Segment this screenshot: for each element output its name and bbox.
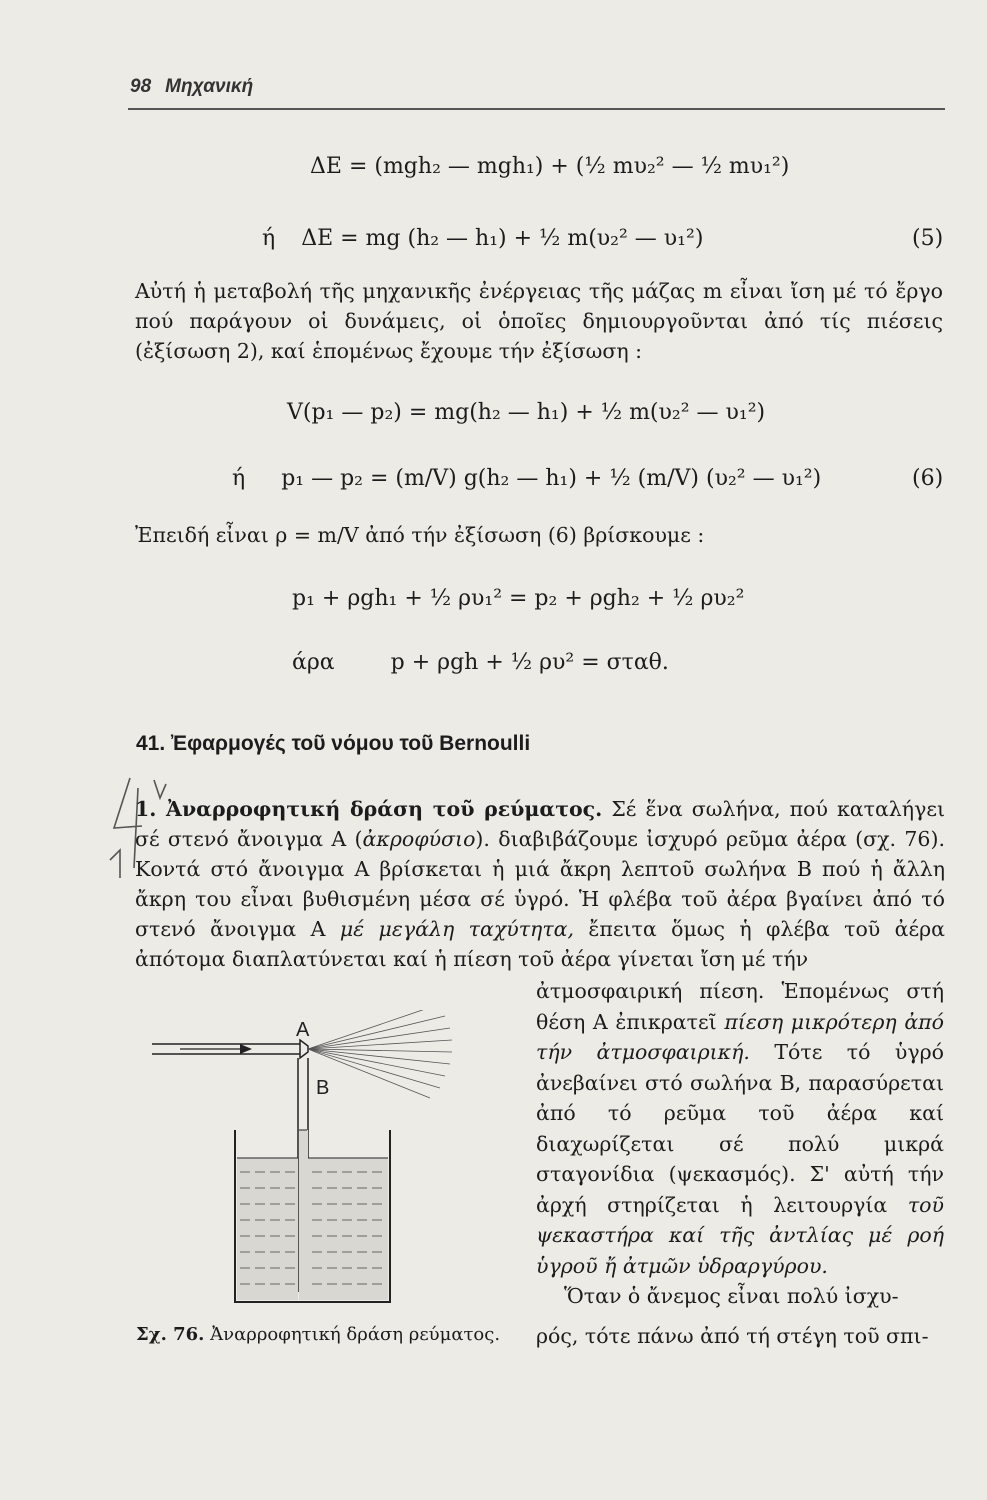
paragraph-density: Ἐπειδή εἶναι ρ = m/V ἀπό τήν ἐξίσωση (6) βρίσκουμε : <box>135 523 705 547</box>
equation-pressure-work: V(p₁ — p₂) = mg(h₂ — h₁) + ½ m(υ₂² — υ₁²) <box>287 400 766 425</box>
subsection-text-a: Σέ ἕνα σωλήνα, πού καταλήγει σέ στενό ἄνοιγμα Α ( <box>135 797 945 851</box>
subsection-heading: 1. Ἀναρροφητική δράση τοῦ ρεύματος. <box>135 797 603 821</box>
equation-bernoulli-two-points: p₁ + ρgh₁ + ½ ρυ₁² = p₂ + ρgh₂ + ½ ρυ₂² <box>292 586 745 611</box>
emphasis-high-speed: μέ μεγάλη ταχύτητα, <box>339 917 575 941</box>
equation-6-line <box>232 464 821 494</box>
figure-label-a: A <box>296 1019 310 1041</box>
or-word: ή <box>232 466 246 491</box>
equation-6: p₁ — p₂ = (m/V) g(h₂ — h₁) + ½ (m/V) (υ₂² — υ₁²) <box>281 466 822 491</box>
section-title: 41. Ἐφαρμογές τοῦ νόμου τοῦ Bernoulli <box>136 732 531 755</box>
equation-number-6: (6) <box>912 466 944 491</box>
wrap-emphasis-2: τοῦ ψεκαστήρα καί τῆς ἀντλίας μέ ροή ὑγροῦ ἤ ἀτμῶν ὑδραργύρου. <box>536 1192 944 1278</box>
equation-5-line <box>262 224 703 254</box>
wrapped-paragraph <box>536 976 944 1312</box>
figure-atomizer-diagram <box>140 1010 530 1310</box>
therefore-word: άρα <box>292 650 335 675</box>
running-head <box>130 76 253 98</box>
chapter-title: Μηχανική <box>165 76 254 97</box>
page-number: 98 <box>130 76 152 97</box>
or-word: ή <box>262 226 276 251</box>
wrap-text-2: Τότε τό ὑγρό ἀνεβαίνει στό σωλήνα Β, παρασύρεται ἀπό τό ρεῦμα τοῦ ἀέρα καί διαχωρίζεται σέ πολύ μικρά σταγονίδια (ψεκασμός). Σ' αὐτή τήν ἀρχή στηρίζεται ἡ λειτουργία <box>536 1040 944 1217</box>
figure-label-b: B <box>316 1077 330 1099</box>
equation-bernoulli-line <box>292 648 669 678</box>
equation-bernoulli: p + ρgh + ½ ρυ² = σταθ. <box>390 650 669 675</box>
equation-5: ΔE = mg (h₂ — h₁) + ½ m(υ₂² — υ₁²) <box>301 226 704 251</box>
wrap-text-1: ἀτμοσφαιρική πίεση. Ἑπομένως στή θέση Α ἐπικρατεῖ <box>536 979 944 1034</box>
equation-number-5: (5) <box>912 226 944 251</box>
subsection-paragraph <box>135 794 945 974</box>
equation-energy-change: ΔE = (mgh₂ — mgh₁) + (½ mυ₂² — ½ mυ₁²) <box>310 154 790 179</box>
term-nozzle: ἀκροφύσιο <box>362 827 476 851</box>
figure-caption <box>136 1324 500 1345</box>
wrap-text-3: Ὅταν ὁ ἄνεμος εἶναι πολύ ἰσχυ- <box>564 1284 899 1308</box>
subsection-text-c: ἔπειτα ὅμως ἡ φλέβα τοῦ ἀέρα ἀπότομα διαπλατύνεται καί ἡ πίεση τοῦ ἀέρα γίνεται ἴση μέ τήν <box>135 917 945 971</box>
caption-text: Ἀναρροφητική δράση ρεύματος. <box>204 1324 501 1345</box>
caption-number: Σχ. 76. <box>136 1324 205 1345</box>
wrap-emphasis-1: πίεση μικρότερη ἀπό τήν ἀτμοσφαιρική. <box>536 1009 944 1064</box>
paragraph-work-energy: Αὐτή ἡ μεταβολή τῆς μηχανικῆς ἐνέργειας τῆς μάζας m εἶναι ἴση μέ τό ἔργο πού παράγουν οἱ δυνάμεις, οἱ ὁποῖες δημιουργοῦνται ἀπό τίς πιέσεις (ἐξίσωση 2), καί ἑπομένως ἔχουμε τήν ἐξίσωση : <box>135 279 943 363</box>
continued-line: ρός, τότε πάνω ἀπό τή στέγη τοῦ σπι- <box>536 1324 929 1348</box>
header-rule <box>128 108 945 110</box>
subsection-text-b: ). διαβιβάζουμε ἰσχυρό ρεῦμα ἀέρα (σχ. 76). Κοντά στό ἄνοιγμα Α βρίσκεται ἡ μιά ἄκρη λεπτοῦ σωλήνα Β πού ἡ ἄλλη ἄκρη του εἶναι βυθισμένη μέσα σέ ὑγρό. Ἡ φλέβα τοῦ ἀέρα βγαίνει ἀπό τό στενό ἄνοιγμα Α <box>135 827 945 941</box>
